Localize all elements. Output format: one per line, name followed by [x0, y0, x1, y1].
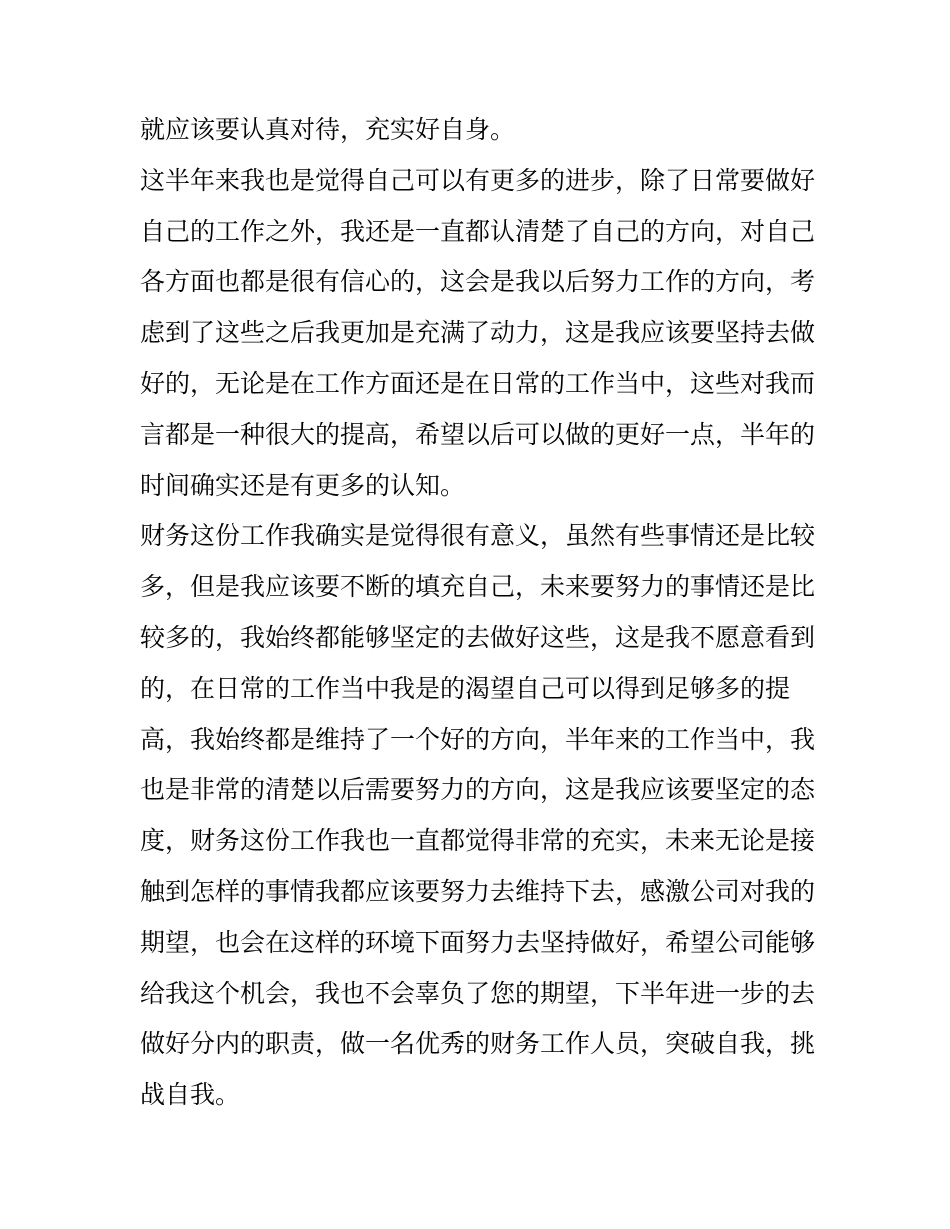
text-line: 触到怎样的事情我都应该要努力去维持下去，感激公司对我的	[140, 876, 816, 906]
text-line: 这半年来我也是觉得自己可以有更多的进步，除了日常要做好	[140, 165, 816, 195]
text-line: 也是非常的清楚以后需要努力的方向，这是我应该要坚定的态	[140, 775, 816, 805]
text-line: 言都是一种很大的提高，希望以后可以做的更好一点，半年的	[140, 419, 816, 449]
text-line: 做好分内的职责，做一名优秀的财务工作人员，突破自我，挑	[140, 1029, 816, 1059]
text-line: 给我这个机会，我也不会辜负了您的期望，下半年进一步的去	[140, 978, 816, 1008]
text-line: 较多的，我始终都能够坚定的去做好这些，这是我不愿意看到	[140, 622, 816, 652]
text-line: 好的，无论是在工作方面还是在日常的工作当中，这些对我而	[140, 368, 816, 398]
text-line: 战自我。	[140, 1080, 241, 1110]
text-line: 虑到了这些之后我更加是充满了动力，这是我应该要坚持去做	[140, 318, 816, 348]
text-line: 高，我始终都是维持了一个好的方向，半年来的工作当中，我	[140, 724, 816, 754]
text-line: 时间确实还是有更多的认知。	[140, 470, 466, 500]
text-line: 各方面也都是很有信心的，这会是我以后努力工作的方向，考	[140, 267, 816, 297]
document-body	[140, 105, 820, 1121]
text-line: 的，在日常的工作当中我是的渴望自己可以得到足够多的提	[140, 673, 791, 703]
text-line: 就应该要认真对待，充实好自身。	[140, 115, 516, 144]
text-line: 多，但是我应该要不断的填充自己，未来要努力的事情还是比	[140, 572, 816, 602]
text-line: 财务这份工作我确实是觉得很有意义，虽然有些事情还是比较	[140, 521, 816, 551]
text-line: 自己的工作之外，我还是一直都认清楚了自己的方向，对自己	[140, 216, 816, 246]
text-line: 期望，也会在这样的环境下面努力去坚持做好，希望公司能够	[140, 927, 816, 957]
text-line: 度，财务这份工作我也一直都觉得非常的充实，未来无论是接	[140, 826, 816, 856]
